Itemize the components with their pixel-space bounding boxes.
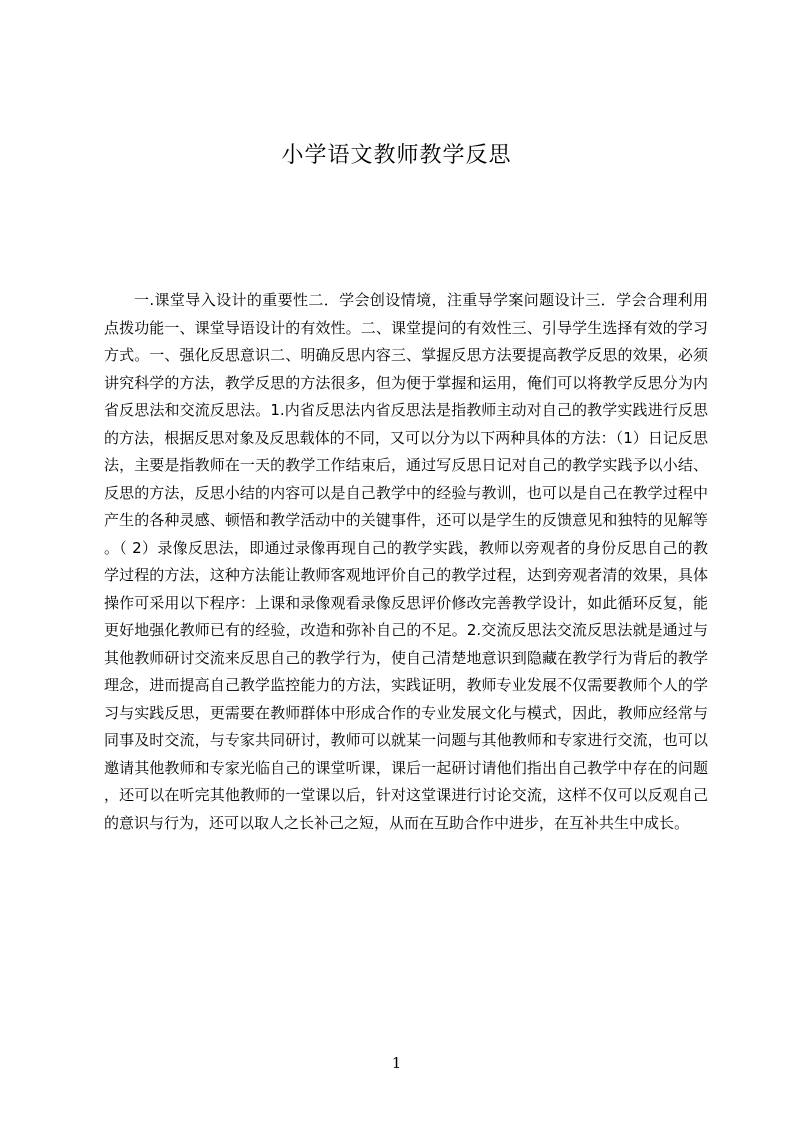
page-number: 1 <box>391 1054 402 1072</box>
document-title: 小学语文教师教学反思 <box>281 143 512 168</box>
body-paragraph: 一.课堂导入设计的重要性二．学会创设情境，注重导学案问题设计三．学会合理利用点拨功能一、课堂导语设计的有效性。二、课堂提问的有效性三、引导学生选择有效的学习方式。一、强化反思意识二、明确反思内容三、掌握反思方法要提高教学反思的效果，必须讲究科学的方法，教学反思的方法很多，但为便于掌握和运用，俺们可以将教学反思分为内省反思法和交流反思法。1.内省反思法内省反思法是指教师主动对自己的教学实践进行反思的方法，根据反思对象及反思载体的不同，又可以分为以下两种具体的方法：（1）日记反思法，主要是指教师在一天的教学工作结束后，通过写反思日记对自己的教学实践予以小结、反思的方法，反思小结的内容可以是自己教学中的经验与教训，也可以是自己在教学过程中产生的各种灵感、顿悟和教学活动中的关键事件，还可以是学生的反馈意见和独特的见解等。（ 2）录像反思法，即通过录像再现自己的教学实践，教师以旁观者的身份反思自己的教学过程的方法，这种方法能让教师客观地评价自己的教学过程，达到旁观者清的效果，具体操作可采用以下程序：上课和录像观看录像反思评价修改完善教学设计，如此循环反复，能更好地强化教师已有的经验，改造和弥补自己的不足。2.交流反思法交流反思法就是通过与其他教师研讨交流来反思自己的教学行为，使自己清楚地意识到隐藏在教学行为背后的教学理念，进而提高自己教学监控能力的方法，实践证明，教师专业发展不仅需要教师个人的学习与实践反思，更需要在教师群体中形成合作的专业发展文化与模式，因此，教师应经常与同事及时交流，与专家共同研讨，教师可以就某一问题与其他教师和专家进行交流，也可以邀请其他教师和专家光临自己的课堂听课，课后一起研讨请他们指出自己教学中存在的问题，还可以在听完其他教师的一堂课以后，针对这堂课进行讨论交流，这样不仅可以反观自己的意识与行为，还可以取人之长补己之短，从而在互助合作中进步，在互补共生中成长。 <box>104 291 708 832</box>
